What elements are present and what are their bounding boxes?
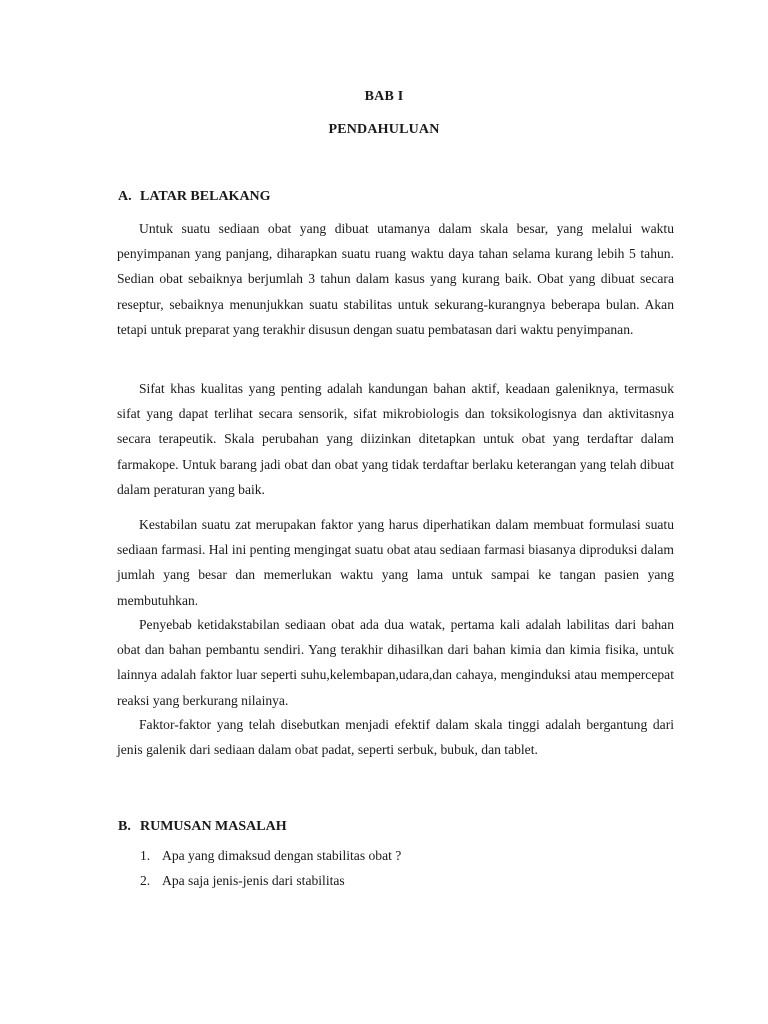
- section-heading-rumusan-masalah: [118, 819, 287, 835]
- section-title: RUMUSAN MASALAH: [140, 819, 287, 834]
- list-number: 2.: [140, 873, 151, 888]
- list-number: 1.: [140, 848, 151, 863]
- list-item-text: Apa yang dimaksud dengan stabilitas obat ?: [162, 848, 402, 863]
- paragraph: Faktor-faktor yang telah disebutkan menjadi efektif dalam skala tinggi adalah bergantung dari jenis galenik dari sediaan dalam obat padat, seperti serbuk, bubuk, dan tablet.: [117, 717, 674, 758]
- problem-list: [140, 843, 401, 893]
- section-heading-latar-belakang: [118, 189, 271, 205]
- list-item: [140, 868, 401, 893]
- chapter-title: PENDAHULUAN: [328, 122, 440, 137]
- section-letter: A.: [118, 189, 132, 204]
- chapter-label: BAB I: [364, 89, 404, 104]
- list-item-text: Apa saja jenis-jenis dari stabilitas: [162, 873, 345, 888]
- paragraph: Untuk suatu sediaan obat yang dibuat utamanya dalam skala besar, yang melalui waktu penyimpanan yang panjang, diharapkan suatu ruang waktu daya tahan selama kurang lebih 5 tahun. Sedian obat sebaiknya berjumlah 3 tahun dalam kasus yang kurang baik. Obat yang dibuat secara reseptur, sebaiknya menunjukkan suatu stabilitas untuk sekurang-kurangnya beberapa bulan. Akan tetapi untuk preparat yang terakhir disusun dengan suatu pembatasan dari waktu penyimpanan.: [117, 221, 674, 337]
- paragraph: Sifat khas kualitas yang penting adalah kandungan bahan aktif, keadaan galeniknya, termasuk sifat yang dapat terlihat secara sensorik, sifat mikrobiologis dan toksikologisnya dan aktivitasnya secara terapeutik. Skala perubahan yang diizinkan ditetapkan untuk obat yang terdaftar dalam farmakope. Untuk barang jadi obat dan obat yang tidak terdaftar berlaku keterangan yang telah dibuat dalam peraturan yang baik.: [117, 381, 674, 497]
- section-letter: B.: [118, 819, 131, 834]
- section-title: LATAR BELAKANG: [140, 189, 271, 204]
- paragraph: Kestabilan suatu zat merupakan faktor yang harus diperhatikan dalam membuat formulasi suatu sediaan farmasi. Hal ini penting mengingat suatu obat atau sediaan farmasi biasanya diproduksi dalam jumlah yang besar dan memerlukan waktu yang lama untuk sampai ke tangan pasien yang membutuhkan.: [117, 517, 674, 608]
- list-item: [140, 843, 401, 868]
- paragraph: Penyebab ketidakstabilan sediaan obat ada dua watak, pertama kali adalah labilitas dari bahan obat dan bahan pembantu sendiri. Yang terakhir dihasilkan dari bahan kimia dan kimia fisika, untuk lainnya adalah faktor luar seperti suhu,kelembapan,udara,dan cahaya, menginduksi atau mempercepat reaksi yang berkurang nilainya.: [117, 617, 674, 708]
